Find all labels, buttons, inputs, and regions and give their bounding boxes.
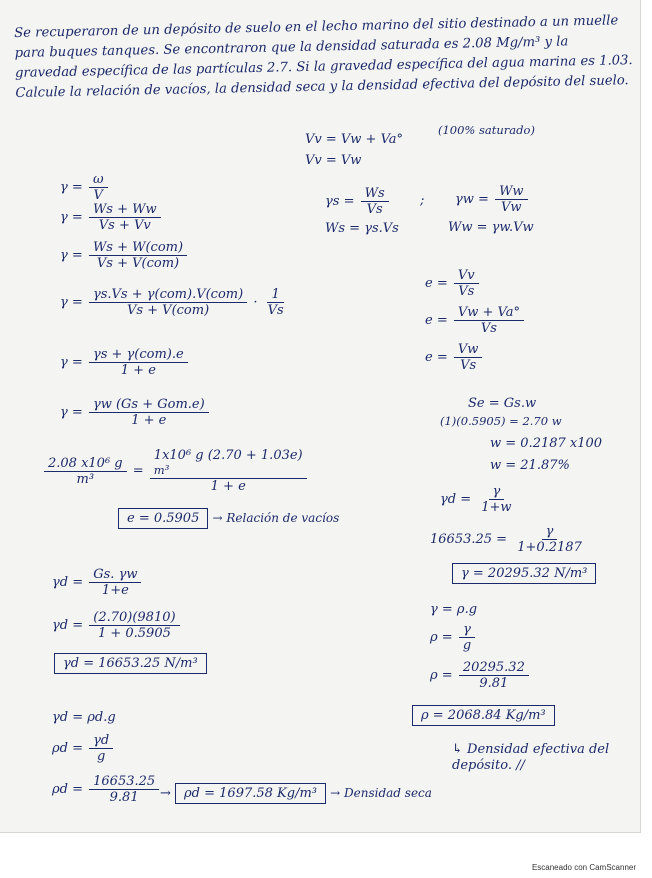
substitution-eq: $\frac{\text{2.08 x10⁶ g}}{\text{m³}}$ = 1x10⁶ g (2.70 + 1.03e) m³ 1 + e bbox=[42, 448, 309, 494]
void-ratio-3: e = $\frac{Vw}{Vs}$ bbox=[425, 342, 484, 373]
gamma-d-rho: γd = ρd.g bbox=[52, 710, 116, 725]
rho-d-sub: ρd = $\frac{16653.25}{9.81}$ bbox=[52, 774, 161, 805]
gamma-d-sub2: γd = $\frac{(2.70)(9810)}{1 + 0.5905}$ bbox=[52, 610, 182, 641]
void-ratio-1: e = $\frac{Vv}{Vs}$ bbox=[425, 268, 481, 299]
ww-eq: Ww = γw.Vw bbox=[448, 220, 534, 235]
w-result: w = 21.87% bbox=[490, 458, 570, 473]
vv-sum-eq: Vv = Vw + Va° bbox=[305, 132, 404, 147]
problem-statement: Se recuperaron de un depósito de suelo en el lecho marino del sitio destinado a un muelle para buques tanques. Se encontraron que la densidad saturada es 2.08 Mg/m³ y la gravedad específica de las partículas 2.7. Si la gravedad específica del agua marina es 1.03. Calcule la relación de vacíos, la densidad seca y la densidad efectiva del depósito del suelo. bbox=[14, 13, 633, 101]
se-sub: (1)(0.5905) = 2.70 w bbox=[440, 414, 562, 428]
gamma-def-3: γ = $\frac{\text{Ws + W(com)}}{\text{Vs + V(com)}}$ bbox=[60, 240, 189, 271]
gamma-w-def: γw = $\frac{Ww}{Vw}$ bbox=[455, 184, 530, 215]
gamma-def-6: γ = $\frac{\text{γw (Gs + Gom.e)}}{1 + e}$ bbox=[60, 397, 211, 428]
rho-label: ↳ Densidad efectiva del depósito. // bbox=[452, 742, 610, 773]
void-ratio-2: e = $\frac{Vw + Va^\circ}{Vs}$ bbox=[425, 305, 526, 336]
gamma-d-result: γd = 16653.25 N/m³ bbox=[54, 656, 207, 672]
separator: ; bbox=[420, 193, 425, 208]
gamma-d-sub: 16653.25 = $\frac{\gamma}{1+0.2187}$ bbox=[430, 524, 582, 555]
w-calc: w = 0.2187 x100 bbox=[490, 436, 603, 451]
rho-result: ρ = 2068.84 Kg/m³ bbox=[412, 708, 555, 724]
rho-d-result: → ρd = 1697.58 Kg/m³ → Densidad seca bbox=[160, 785, 432, 802]
scanner-watermark: Escaneado con CamScanner bbox=[531, 863, 636, 872]
gamma-def-4: γ = $\frac{\text{γs.Vs + γ(com).V(com)}}{\text{Vs + V(com)}}$ · $\frac{1}{Vs}$ bbox=[60, 287, 284, 318]
rho-sub: ρ = $\frac{20295.32}{9.81}$ bbox=[430, 660, 531, 691]
gamma-d-def: γd = $\frac{Gs. \gamma w}{1+e}$ bbox=[52, 567, 143, 598]
saturated-note: (100% saturado) bbox=[438, 123, 535, 137]
rho-d-def: ρd = $\frac{\gamma d}{g}$ bbox=[52, 733, 115, 764]
gamma-s-def: γs = $\frac{Ws}{Vs}$ bbox=[325, 186, 391, 217]
rho-def: ρ = $\frac{\gamma}{g}$ bbox=[430, 622, 477, 653]
gamma-def-2: γ = $\frac{Ws + Ww}{Vs + Vv}$ bbox=[60, 202, 163, 233]
gamma-d-w: γd = $\frac{\gamma}{1+w}$ bbox=[440, 484, 512, 515]
gamma-def-5: γ = $\frac{\text{γs + γ(com).e}}{1 + e}$ bbox=[60, 347, 190, 378]
void-ratio-result: e = 0.5905 → Relación de vacíos bbox=[118, 510, 339, 527]
gamma-result: γ = 20295.32 N/m³ bbox=[452, 566, 596, 582]
ws-eq: Ws = γs.Vs bbox=[325, 221, 399, 236]
gamma-rho-g: γ = ρ.g bbox=[430, 602, 478, 617]
vv-eq-vw: Vv = Vw bbox=[305, 153, 362, 168]
se-eq: Se = Gs.w bbox=[468, 396, 537, 411]
gamma-def-1: γ = $\frac{\omega}{V}$ bbox=[60, 172, 110, 203]
